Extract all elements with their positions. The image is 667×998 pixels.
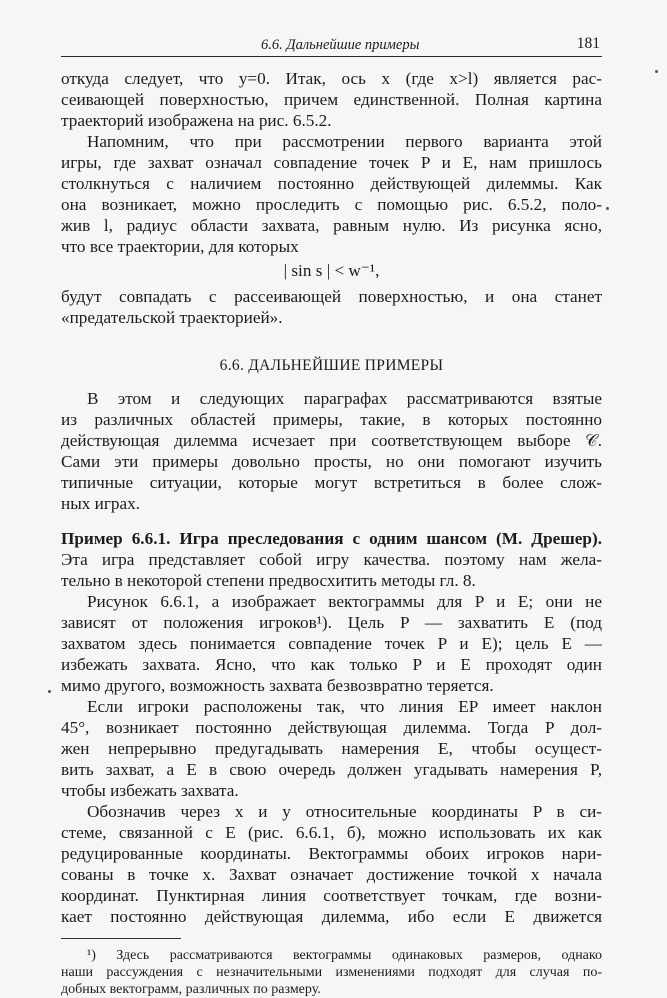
text-line: жен непрерывно предугадывать намерения E, чтобы осущест- <box>61 739 602 758</box>
text-line: Если игроки расположены так, что линия EP имеет наклон <box>87 697 602 716</box>
text-line: вить захват, а E в свою очередь должен угадывать намерения P, <box>61 760 602 779</box>
text-line: Рисунок 6.6.1, a изображает вектограммы для P и E; они не <box>87 592 602 611</box>
footnote-line: добных вектограмм, различных по размеру. <box>61 982 321 997</box>
paragraph-3 <box>61 286 602 328</box>
paragraph-1 <box>61 68 602 131</box>
text-line: редуцированные координаты. Вектограммы обоих игроков нари- <box>61 844 602 863</box>
paragraph-6 <box>61 591 602 696</box>
page-number: 181 <box>576 35 600 52</box>
text-line: 45°, возникает постоянно действующая дилемма. Тогда P дол- <box>61 718 602 737</box>
running-header <box>61 34 602 57</box>
text-line: сеивающей поверхностью, причем единственной. Полная картина <box>61 90 602 109</box>
footnote-line: ¹) Здесь рассматриваются вектограммы одинаковых размеров, однако <box>87 948 602 963</box>
footnote-line: наши рассуждения с незначительными изменениями подходят для случая по- <box>61 965 602 980</box>
footnote-rule <box>61 938 181 939</box>
text-line: будут совпадать с рассеивающей поверхностью, и она станет <box>61 287 602 306</box>
scan-speck <box>655 70 658 73</box>
text-line: чтобы избежать захвата. <box>61 781 239 800</box>
text-line: захватом здесь понимается совпадение точек P и E); цель E — <box>61 634 602 653</box>
text-line: тельно в некоторой степени предвосхитить методы гл. 8. <box>61 571 476 590</box>
text-line: зависят от положения игроков¹). Цель P — захватить E (под <box>61 613 602 632</box>
text-line: Эта игра представляет собой игру качества. поэтому нам жела- <box>61 550 602 569</box>
main-text <box>61 68 602 998</box>
text-line: избежать захвата. Ясно, что как только P и E проходят один <box>61 655 602 674</box>
formula: | sin s | < w⁻¹, <box>283 261 380 280</box>
text-line: «предательской траекторией». <box>61 308 283 327</box>
text-line: Напомним, что при рассмотрении первого варианта этой <box>87 132 602 151</box>
text-line: кает постоянно действующая дилемма, ибо если E движется <box>61 907 602 926</box>
paragraph-5 <box>61 549 602 591</box>
text-line: столкнуться с наличием постоянно действующей дилеммы. Как <box>61 174 602 193</box>
paragraph-8 <box>61 801 602 927</box>
section-heading: 6.6. ДАЛЬНЕЙШИЕ ПРИМЕРЫ <box>219 357 444 374</box>
text-line: координат. Пунктирная линия соответствует точкам, где возни- <box>61 886 602 905</box>
text-line: траекторий изображена на рис. 6.5.2. <box>61 111 332 130</box>
paragraph-2 <box>61 131 602 257</box>
text-line: сованы в точке x. Захват означает достижение точкой x начала <box>61 865 602 884</box>
text-line: из различных областей примеры, такие, в которых постоянно <box>61 410 602 429</box>
text-line: что все траектории, для которых <box>61 237 299 256</box>
text-line: действующая дилемма исчезает при соответствующем выборе 𝒞. <box>61 431 602 450</box>
text-line: она возникает, можно проследить с помощью рис. 6.5.2, поло- <box>61 195 602 214</box>
text-line: жив l, радиус области захвата, равным нулю. Из рисунка ясно, <box>61 216 602 235</box>
text-line: В этом и следующих параграфах рассматриваются взятые <box>87 389 602 408</box>
spacer <box>61 514 602 528</box>
footnote <box>61 947 602 998</box>
text-line: Обозначив через x и y относительные координаты P в си- <box>87 802 602 821</box>
paragraph-4 <box>61 388 602 514</box>
text-line: стеме, связанной с E (рис. 6.6.1, б), можно использовать их как <box>61 823 602 842</box>
text-line: игры, где захват означал совпадение точек P и E, нам пришлось <box>61 153 602 172</box>
text-line: откуда следует, что y=0. Итак, ось x (где x>l) является рас- <box>61 69 602 88</box>
scan-speck <box>48 690 51 693</box>
text-line: мимо другого, возможность захвата безвозвратно теряется. <box>61 676 494 695</box>
running-title: 6.6. Дальнейшие примеры <box>261 37 420 53</box>
text-line: Сами эти примеры довольно просты, но они помогают изучить <box>61 452 602 471</box>
paragraph-7 <box>61 696 602 801</box>
text-line: типичные ситуации, которые могут встретиться в более слож- <box>61 473 602 492</box>
text-line: ных играх. <box>61 494 140 513</box>
scan-speck <box>606 207 609 210</box>
example-heading: Пример 6.6.1. Игра преследования с одним шансом (М. Дрешер). <box>61 529 602 548</box>
